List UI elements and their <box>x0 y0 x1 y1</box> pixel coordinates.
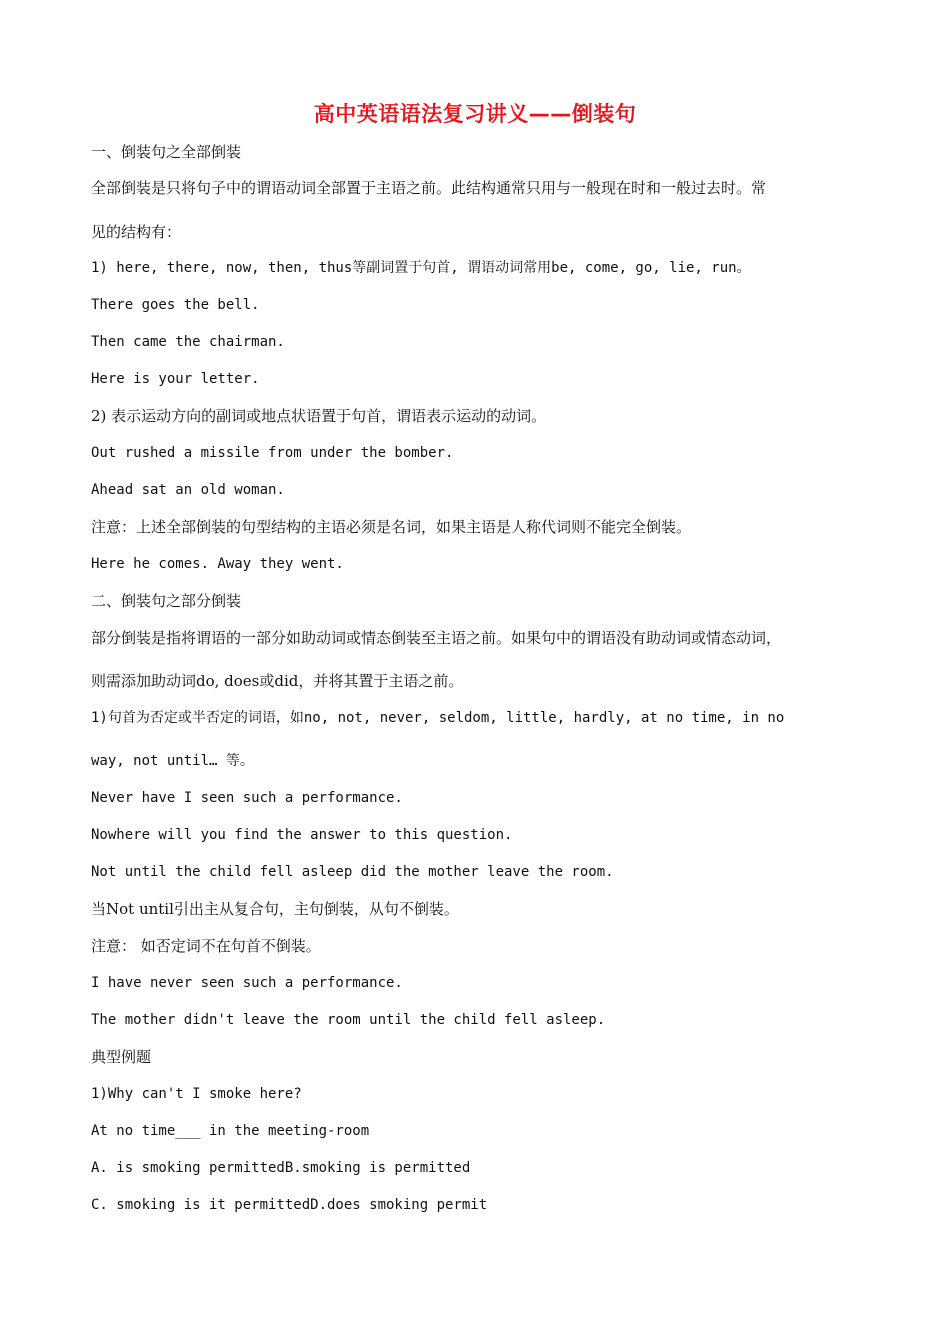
section-heading-full-inversion: 一、倒装句之全部倒装 <box>91 143 242 161</box>
rule-line: 2) 表示运动方向的副词或地点状语置于句首，谓语表示运动的动词。 <box>91 407 547 425</box>
example-sentence: The mother didn't leave the room until the child fell asleep. <box>91 1012 606 1028</box>
example-sentence: Here he comes. Away they went. <box>91 556 344 572</box>
note-line: 当Not until引出主从复合句，主句倒装，从句不倒装。 <box>91 900 459 918</box>
paragraph-line: 全部倒装是只将句子中的谓语动词全部置于主语之前。此结构通常只用与一般现在时和一般过去时。常 <box>91 179 767 197</box>
example-sentence: Ahead sat an old woman. <box>91 482 285 498</box>
section-heading-examples: 典型例题 <box>91 1048 152 1066</box>
rule-line: 1) here, there, now, then, thus等副词置于句首, 谓语动词常用be, come, go, lie, run。 <box>91 260 751 276</box>
answer-options: A. is smoking permittedB.smoking is permitted <box>91 1160 471 1176</box>
example-sentence: Not until the child fell asleep did the mother leave the room. <box>91 864 614 880</box>
rule-line: 1)句首为否定或半否定的词语，如no, not, never, seldom, little, hardly, at no time, in no <box>91 710 785 726</box>
question-line: 1)Why can't I smoke here? <box>91 1086 302 1102</box>
example-sentence: Nowhere will you find the answer to this question. <box>91 827 513 843</box>
example-sentence: Here is your letter. <box>91 371 260 387</box>
question-line: At no time___ in the meeting-room <box>91 1123 370 1139</box>
paragraph-line: 则需添加助动词do, does或did，并将其置于主语之前。 <box>91 672 464 690</box>
example-sentence: Never have I seen such a performance. <box>91 790 403 806</box>
rule-line: way, not until… 等。 <box>91 753 254 769</box>
paragraph-line: 见的结构有： <box>91 223 182 241</box>
answer-options: C. smoking is it permittedD.does smoking permit <box>91 1197 488 1213</box>
example-sentence: There goes the bell. <box>91 297 260 313</box>
document-title: 高中英语语法复习讲义——倒装句 <box>313 102 637 126</box>
example-sentence: Out rushed a missile from under the bomber. <box>91 445 454 461</box>
section-heading-partial-inversion: 二、倒装句之部分倒装 <box>91 592 242 610</box>
paragraph-line: 部分倒装是指将谓语的一部分如助动词或情态倒装至主语之前。如果句中的谓语没有助动词或情态动词， <box>91 629 782 647</box>
note-line: 注意： 如否定词不在句首不倒装。 <box>91 937 321 955</box>
example-sentence: Then came the chairman. <box>91 334 285 350</box>
note-line: 注意：上述全部倒装的句型结构的主语必须是名词，如果主语是人称代词则不能完全倒装。 <box>91 518 692 536</box>
example-sentence: I have never seen such a performance. <box>91 975 403 991</box>
